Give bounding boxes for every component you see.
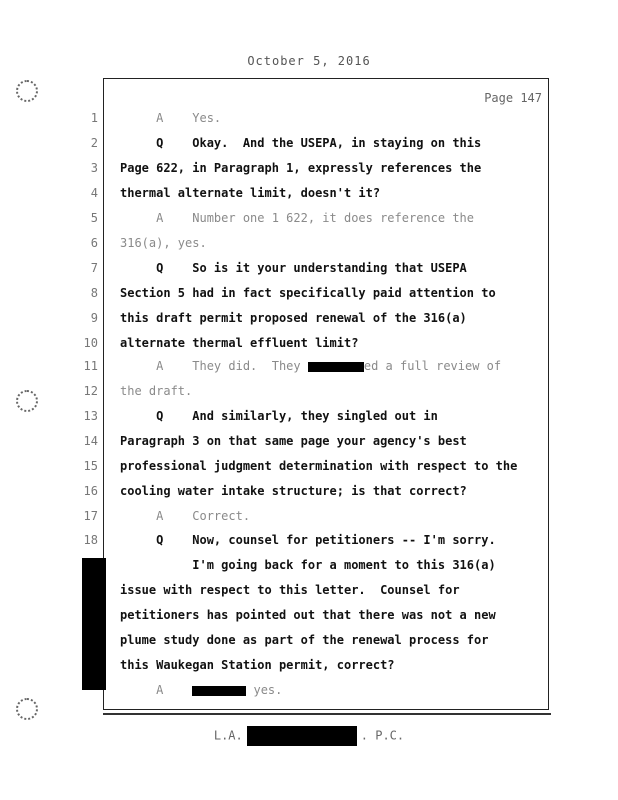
line-number: 1 (90, 111, 98, 125)
line-number: 17 (83, 509, 98, 523)
transcript-line: Section 5 had in fact specifically paid attention to (120, 286, 496, 300)
line-text-start: A They did. They (120, 359, 308, 373)
line-number: 3 (90, 161, 98, 175)
line-number: 12 (83, 384, 98, 398)
line-text-end: yes. (246, 683, 283, 697)
line-number: 13 (83, 409, 98, 423)
transcript-line: alternate thermal effluent limit? (120, 336, 359, 350)
transcript-line: Q So is it your understanding that USEPA (120, 261, 467, 275)
transcript-line: A Correct. (120, 509, 251, 523)
transcript-line: this draft permit proposed renewal of the 316(a) (120, 311, 467, 325)
redaction-box (192, 686, 246, 696)
line-number: 6 (90, 236, 98, 250)
redaction-box (247, 726, 357, 746)
transcript-line: cooling water intake structure; is that correct? (120, 484, 467, 498)
bottom-rule (103, 713, 551, 715)
transcript-line: Q And similarly, they singled out in (120, 409, 438, 423)
transcript-line (120, 359, 540, 373)
page-number: Page 147 (484, 91, 542, 105)
line-number: 10 (83, 336, 98, 350)
transcript-line: A Yes. (120, 111, 222, 125)
transcript-line: Q Okay. And the USEPA, in staying on this (120, 136, 482, 150)
transcript-line: 316(a), yes. (120, 236, 207, 250)
line-text-start: A (120, 683, 193, 697)
line-number: 14 (83, 434, 98, 448)
transcript-line: I'm going back for a moment to this 316(a) (120, 558, 496, 572)
transcript-line: professional judgment determination with respect to the (120, 459, 518, 473)
punch-hole-icon (16, 80, 38, 102)
footer (0, 726, 618, 746)
punch-hole-icon (16, 390, 38, 412)
transcript-line: Page 622, in Paragraph 1, expressly references the (120, 161, 482, 175)
transcript-line: thermal alternate limit, doesn't it? (120, 186, 381, 200)
line-number: 9 (90, 311, 98, 325)
line-number: 11 (83, 359, 98, 373)
line-number: 7 (90, 261, 98, 275)
footer-left: L.A. (213, 728, 243, 743)
line-text-end: ed a full review of (363, 359, 502, 373)
transcript-date: October 5, 2016 (247, 54, 371, 68)
transcript-line: plume study done as part of the renewal process for (120, 633, 489, 647)
redaction-bar (82, 558, 106, 690)
line-number: 16 (83, 484, 98, 498)
punch-hole-icon (16, 698, 38, 720)
line-number: 5 (90, 211, 98, 225)
line-number: 8 (90, 286, 98, 300)
line-number: 4 (90, 186, 98, 200)
transcript-line: issue with respect to this letter. Counsel for (120, 583, 460, 597)
footer-right: . P.C. (360, 728, 405, 743)
transcript-line: petitioners has pointed out that there was not a new (120, 608, 496, 622)
transcript-line: A Number one 1 622, it does reference the (120, 211, 475, 225)
transcript-line: Q Now, counsel for petitioners -- I'm sorry. (120, 533, 496, 547)
line-number: 15 (83, 459, 98, 473)
line-number: 18 (83, 533, 98, 547)
transcript-line: Paragraph 3 on that same page your agency's best (120, 434, 467, 448)
line-number: 2 (90, 136, 98, 150)
transcript-line (120, 683, 540, 697)
transcript-line: the draft. (120, 384, 193, 398)
transcript-line: this Waukegan Station permit, correct? (120, 658, 395, 672)
redaction-box (308, 362, 364, 372)
